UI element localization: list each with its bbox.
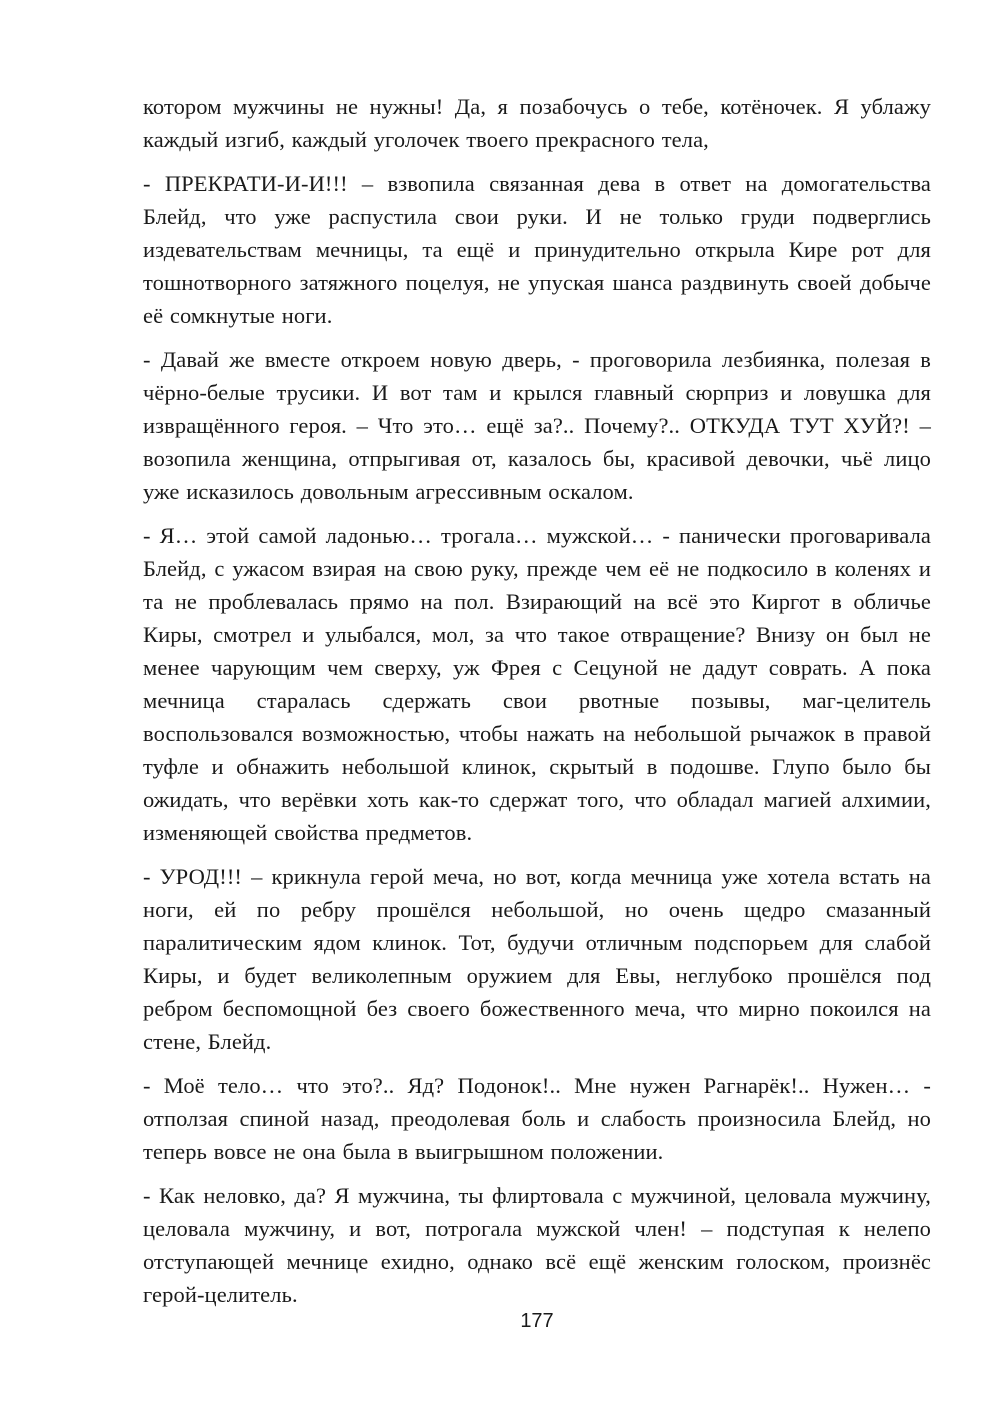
paragraph-6: - Моё тело… что это?.. Яд? Подонок!.. Мне нужен Рагнарёк!.. Нужен… - отползая спиной назад, преодолевая боль и слабость произносила Блейд, но теперь вовсе не она была в выигрышном положении. (143, 1073, 931, 1164)
paragraph-3: - Давай же вместе откроем новую дверь, - проговорила лезбиянка, полезая в чёрно-белые трусики. И вот там и крылся главный сюрприз и ловушка для извращённого героя. – Что это… ещё за?.. Почему?.. ОТКУДА ТУТ ХУЙ?! – возопила женщина, отпрыгивая от, казалось бы, красивой девочки, чьё лицо уже исказилось довольным агрессивным оскалом. (143, 347, 931, 504)
paragraph-2: - ПРЕКРАТИ-И-И!!! – взвопила связанная дева в ответ на домогательства Блейд, что уже распустила свои руки. И не только груди подверглись издевательствам мечницы, та ещё и принудительно открыла Кире рот для тошнотворного затяжного поцелуя, не упуская шанса раздвинуть своей добыче её сомкнутые ноги. (143, 171, 931, 328)
paragraph-7: - Как неловко, да? Я мужчина, ты флиртовала с мужчиной, целовала мужчину, целовала мужчину, и вот, потрогала мужской член! – подступая к нелепо отступающей мечнице ехидно, однако всё ещё женским голоском, произнёс герой-целитель. (143, 1183, 931, 1307)
paragraph-4: - Я… этой самой ладонью… трогала… мужской… - панически проговаривала Блейд, с ужасом взирая на свою руку, прежде чем её не подкосило в коленях и та не проблевалась прямо на пол. Взирающий на всё это Киргот в обличье Киры, смотрел и улыбался, мол, за что такое отвращение? Внизу он был не менее чарующим чем сверху, уж Фрея с Сецуной не дадут соврать. А пока мечница старалась сдержать свои рвотные позывы, маг-целитель воспользовался возможностью, чтобы нажать на небольшой рычажок в правой туфле и обнажить небольшой клинок, скрытый в подошве. Глупо было бы ожидать, что верёвки хоть как-то сдержат того, что обладал магией алхимии, изменяющей свойства предметов. (143, 523, 931, 845)
paragraph-1: котором мужчины не нужны! Да, я позабочусь о тебе, котёночек. Я ублажу каждый изгиб, каждый уголочек твоего прекрасного тела, (143, 94, 931, 152)
page-number: 177 (520, 1310, 554, 1332)
paragraph-5: - УРОД!!! – крикнула герой меча, но вот, когда мечница уже хотела встать на ноги, ей по ребру прошёлся небольшой, но очень щедро смазанный паралитическим ядом клинок. Тот, будучи отличным подспорьем для слабой Киры, и будет великолепным оружием для Евы, неглубоко прошёлся под ребром беспомощной без своего божественного меча, что мирно покоился на стене, Блейд. (143, 864, 931, 1054)
text-block (143, 90, 931, 1322)
